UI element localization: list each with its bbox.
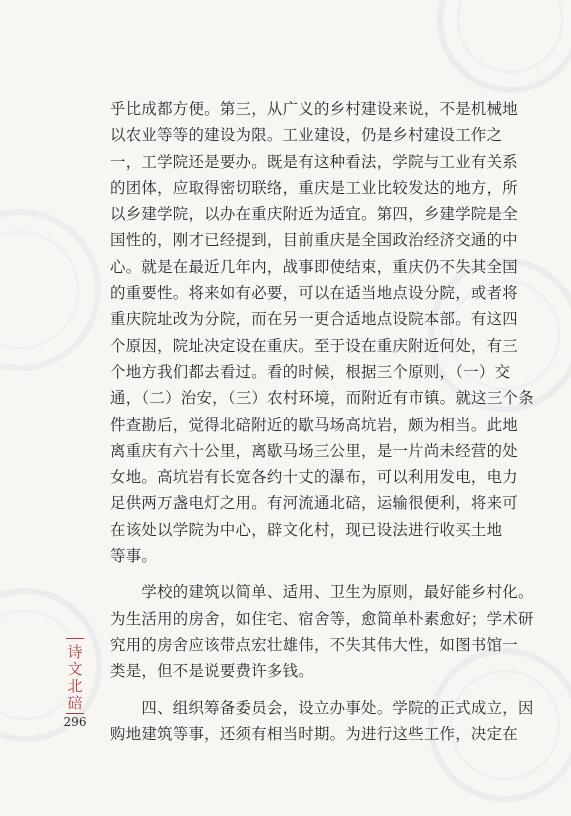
text-line: 个原因，院址决定设在重庆。至于设在重庆附近何处，有三 <box>110 336 518 355</box>
text-line: 究用的房舍应该带点宏壮雄伟，不失其伟大性，如图书馆一 <box>110 635 518 654</box>
text-line: 的团体，应取得密切联络，重庆是工业比较发达的地方，所 <box>110 178 518 197</box>
text-line: 购地建筑等事，还须有相当时期。为进行这些工作，决定在 <box>110 724 518 743</box>
paragraph-gap <box>110 569 482 579</box>
book-title-char: 文 <box>67 660 83 678</box>
text-line: 四、组织筹备委员会，设立办事处。学院的正式成立，因 <box>110 698 534 717</box>
page-number: 296 <box>63 715 87 729</box>
text-line: 重庆院址改为分院，而在另一更合适地点设院本部。有这四 <box>110 310 518 329</box>
text-line: 的重要性。将来如有必要，可以在适当地点设分院，或者将 <box>110 284 518 303</box>
watermark-stamp-icon <box>430 0 571 100</box>
text-line: 以农业等等的建设为限。工业建设，仍是乡村建设工作之 <box>110 126 503 145</box>
paragraph-gap <box>110 685 482 695</box>
text-line: 离重庆有六十公里，离歇马场三公里，是一片尚未经营的处 <box>110 441 518 460</box>
text-line: 通，（二）治安，（三）农村环境，而附近有市镇。就这三个条 <box>110 389 534 408</box>
text-line: 足供两万盏电灯之用。有河流通北碚，运输很便利，将来可 <box>110 494 518 513</box>
watermark-stamp-icon <box>0 580 110 750</box>
book-title-vertical <box>64 644 86 712</box>
text-line: 在该处以学院为中心，辟文化村，现已设法进行收买土地 <box>110 520 503 539</box>
side-rule-top <box>66 638 84 639</box>
text-line: 以乡建学院，以办在重庆附近为适宜。第四，乡建学院是全 <box>110 205 518 224</box>
book-title-char: 诗 <box>67 643 83 661</box>
side-rule-bottom <box>66 713 84 714</box>
text-line: 女地。高坑岩有长宽各约十丈的瀑布，可以利用发电，电力 <box>110 468 518 487</box>
text-line: 心。就是在最近几年内，战事即使结束，重庆仍不失其全国 <box>110 257 518 276</box>
book-title-char: 碚 <box>67 694 83 712</box>
text-line: 一，工学院还是要办。既是有这种看法，学院与工业有关系 <box>110 152 518 171</box>
text-line: 类是，但不是说要费许多钱。 <box>110 662 314 681</box>
text-line: 个地方我们都去看过。看的时候，根据三个原则，（一）交 <box>110 362 511 381</box>
text-line: 件查勘后，觉得北碚附近的歇马场高坑岩，颇为相当。此地 <box>110 415 518 434</box>
text-line: 等事。 <box>110 547 158 566</box>
text-line: 乎比成都方便。第三，从广义的乡村建设来说，不是机械地 <box>110 100 518 118</box>
book-title-char: 北 <box>67 677 83 695</box>
text-line: 国性的，刚才已经提到，目前重庆是全国政治经济交通的中 <box>110 231 518 250</box>
body-text <box>110 96 534 747</box>
text-line: 为生活用的房舍，如住宅、宿舍等，愈简单朴素愈好；学术研 <box>110 609 534 628</box>
text-line: 学校的建筑以简单、适用、卫生为原则，最好能乡村化。 <box>110 583 534 602</box>
watermark-stamp-icon <box>0 200 110 380</box>
